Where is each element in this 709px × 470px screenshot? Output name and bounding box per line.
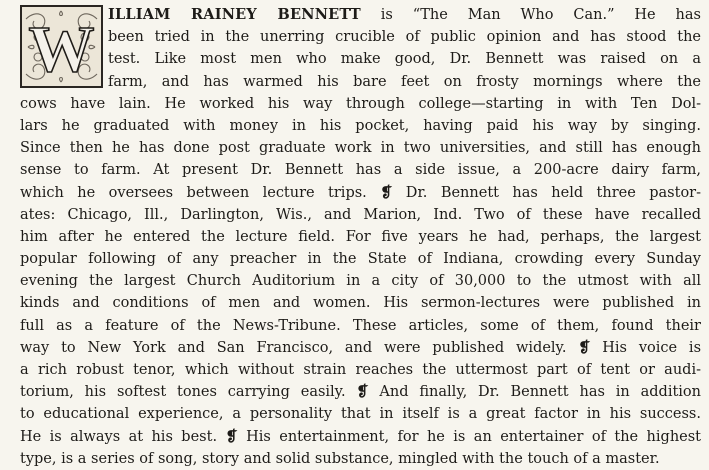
line-16-text-a: way to New York and San Francisco, and were published widely. [20, 339, 567, 356]
line-9-text-b: Dr. Bennett has held three pastor- [392, 184, 701, 201]
text-line-9 [20, 182, 701, 204]
text-line-12: popular following of any preacher in the State of Indiana, crowding every Sunday [20, 251, 701, 268]
drop-cap-letter: W [28, 13, 95, 86]
lead-in-caps: ILLIAM RAINEY BENNETT [108, 6, 361, 23]
line-16-text-b: His voice is [590, 339, 701, 356]
paragraph-mark-icon: ❡ [225, 427, 238, 445]
line-20-text-a: He is always at his best. [20, 428, 218, 445]
line-1-text: is “The Man Who Can.” He has [360, 7, 701, 23]
ornamental-drop-cap-icon [20, 5, 103, 88]
text-line-3: test. Like most men who make good, Dr. Bennett was raised on a [108, 51, 701, 68]
text-line-2: been tried in the unerring crucible of public opinion and has stood the [108, 29, 701, 46]
text-line-1 [108, 4, 701, 26]
text-line-20 [20, 426, 701, 448]
text-line-10: ates: Chicago, Ill., Darlington, Wis., and Marion, Ind. Two of these have recalled [20, 206, 701, 223]
text-line-6: lars he graduated with money in his pocket, having paid his way by singing. [20, 117, 701, 134]
line-18-text-a: torium, his softest tones carrying easily. [20, 384, 346, 401]
paragraph-mark-icon: ❡ [578, 338, 591, 356]
text-line-14: kinds and conditions of men and women. His sermon-lectures were published in [20, 295, 701, 312]
text-line-8: sense to farm. At present Dr. Bennett has a side issue, a 200-acre dairy farm, [20, 162, 701, 179]
paragraph-mark-icon: ❡ [380, 183, 393, 201]
text-line-13: evening the largest Church Auditorium in a city of 30,000 to the utmost with all [20, 273, 701, 290]
line-20-text-b: His entertainment, for he is an entertainer of the highest [237, 428, 701, 445]
text-line-19: to educational experience, a personality that in itself is a great factor in his success. [20, 406, 701, 423]
text-line-16 [20, 337, 701, 359]
text-line-15: full as a feature of the News-Tribune. These articles, some of them, found their [20, 317, 701, 334]
text-line-18 [20, 381, 701, 403]
text-line-21: type, is a series of song, story and solid substance, mingled with the touch of a master. [20, 450, 660, 467]
text-line-5: cows have lain. He worked his way through college—starting in with Ten Dol- [20, 95, 701, 112]
text-line-7: Since then he has done post graduate work in two universities, and still has enough [20, 140, 701, 157]
line-18-text-b: And finally, Dr. Bennett has in addition [368, 384, 701, 401]
text-line-11: him after he entered the lecture field. For five years he had, perhaps, the largest [20, 228, 701, 245]
paragraph-mark-icon: ❡ [356, 383, 369, 401]
text-line-4: farm, and has warmed his bare feet on frosty mornings where the [108, 73, 701, 90]
text-line-17: a rich robust tenor, which without strain reaches the uttermost part of tent or audi- [20, 362, 701, 378]
drop-cap-ornament [22, 7, 101, 86]
line-9-text-a: which he oversees between lecture trips. [20, 184, 367, 201]
